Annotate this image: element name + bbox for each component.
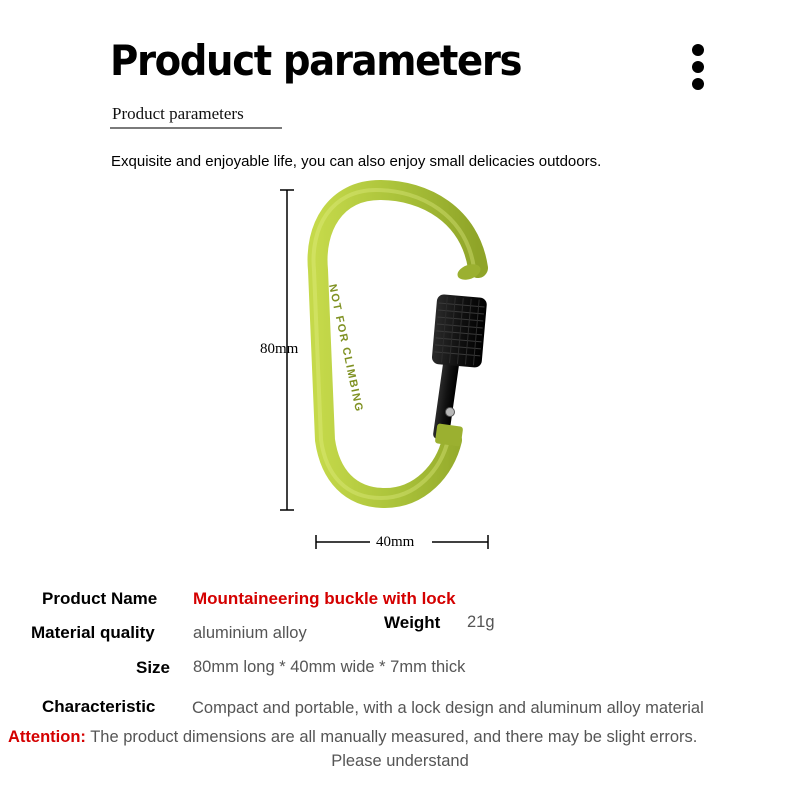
attention-label: Attention: bbox=[8, 728, 86, 746]
material-label: Material quality bbox=[31, 623, 155, 642]
product-name-label: Product Name bbox=[42, 589, 158, 608]
more-options-icon[interactable] bbox=[692, 44, 706, 95]
product-name-value: Mountaineering buckle with lock bbox=[193, 589, 456, 608]
size-label: Size bbox=[136, 658, 171, 677]
weight-label: Weight bbox=[384, 613, 441, 632]
material-value: aluminium alloy bbox=[193, 624, 307, 642]
attention-notice bbox=[8, 728, 697, 747]
weight-value: 21g bbox=[467, 613, 495, 631]
size-value: 80mm long * 40mm wide * 7mm thick bbox=[193, 658, 466, 676]
attention-text: The product dimensions are all manually measured, and there may be slight errors. bbox=[90, 728, 698, 746]
height-label: 80mm bbox=[260, 341, 299, 357]
characteristic-value: Compact and portable, with a lock design and aluminum alloy material bbox=[192, 699, 704, 717]
lock-sleeve bbox=[431, 294, 487, 368]
attention-text-2: Please understand bbox=[331, 752, 469, 770]
section-subtitle: Product parameters bbox=[112, 104, 244, 123]
dot-icon bbox=[692, 44, 704, 56]
subtitle-underline bbox=[110, 127, 282, 129]
carabiner-image bbox=[270, 180, 510, 560]
tagline: Exquisite and enjoyable life, you can also enjoy small delicacies outdoors. bbox=[111, 153, 602, 170]
characteristic-label: Characteristic bbox=[42, 697, 156, 716]
dot-icon bbox=[692, 78, 704, 90]
page-title: Product parameters bbox=[110, 36, 522, 85]
dot-icon bbox=[692, 61, 704, 73]
width-label: 40mm bbox=[376, 534, 415, 550]
engraving-text: NOT FOR CLIMBING bbox=[326, 283, 366, 414]
